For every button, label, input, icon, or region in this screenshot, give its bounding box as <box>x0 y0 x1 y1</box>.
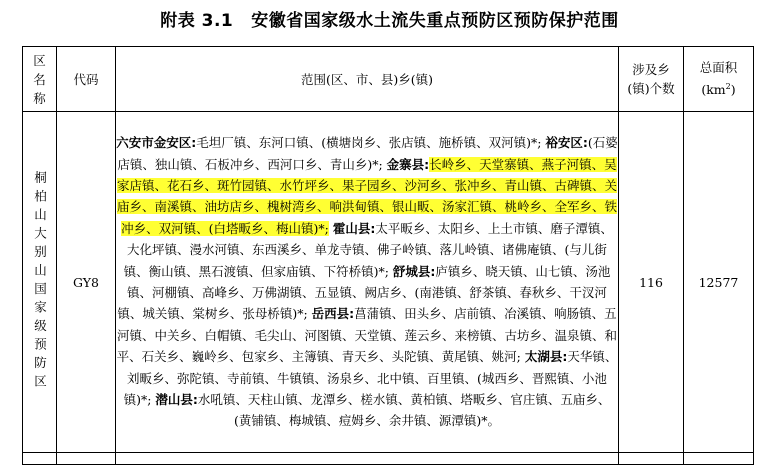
town-list: 庐镇乡、晓天镇、山七镇、汤池镇、河棚镇、高峰乡、万佛湖镇、五显镇、阙店乡、(南港镇、舒茶镇、春秋乡、干汊河镇、城关镇、棠树乡、张母桥镇)*; <box>117 263 611 322</box>
county-label: 舒城县: <box>392 263 436 279</box>
town-list: 天华镇、刘畈乡、弥陀镇、寺前镇、牛镇镇、汤泉乡、北中镇、百里镇、(城西乡、晋熙镇、小池镇)*; <box>123 349 618 408</box>
header-area-label: 总面积 <box>699 60 738 76</box>
town-list: 水吼镇、天柱山镇、龙潭乡、槎水镇、黄柏镇、塔畈乡、官庄镇、五庙乡、(黄铺镇、梅城镇、痘姆乡、余井镇、源潭镇)*。 <box>197 392 611 429</box>
zone-name-cell: 桐柏山大别山国家级预防区 <box>23 112 57 453</box>
town-list: (石婆店镇、独山镇、石板冲乡、西河口乡、青山乡)*; <box>117 135 618 172</box>
table-header-row <box>23 47 754 112</box>
header-total-area <box>684 47 754 112</box>
county-label: 太湖县: <box>524 349 568 365</box>
header-town-count: 涉及乡 (镇)个数 <box>619 47 684 112</box>
highlighted-town-list: 长岭乡、天堂寨镇、燕子河镇、吴家店镇、花石乡、斑竹园镇、水竹坪乡、果子园乡、沙河乡、张冲乡、青山镇、古碑镇、关庙乡、南溪镇、油坊店乡、槐树湾乡、响洪甸镇、银山畈、汤家汇镇、桃岭乡、全军乡、铁冲乡、双河镇、(白塔畈乡、梅山镇)*; <box>116 156 617 236</box>
next-row-cell <box>116 453 619 465</box>
header-range: 范围(区、市、县)乡(镇) <box>116 47 619 112</box>
header-zone-name: 区 名 称 <box>23 47 57 112</box>
header-area-unit: $(km^2)$ <box>701 82 736 98</box>
town-list: 太平畈乡、太阳乡、上土市镇、磨子潭镇、大化坪镇、漫水河镇、东西溪乡、单龙寺镇、佛子岭镇、落儿岭镇、诸佛庵镇、(与儿街镇、衡山镇、黑石渡镇、但家庙镇、下符桥镇)*; <box>123 220 613 279</box>
zone-range-cell <box>116 112 619 453</box>
county-label: 金寨县: <box>386 156 430 172</box>
next-row-cell <box>684 453 754 465</box>
zone-code-cell: GY8 <box>57 112 116 453</box>
town-list: 毛坦厂镇、东河口镇、(横塘岗乡、张店镇、施桥镇、双河镇)*; <box>196 135 546 151</box>
next-row-cell <box>23 453 57 465</box>
header-code: 代码 <box>57 47 116 112</box>
town-list: 菖蒲镇、田头乡、店前镇、冶溪镇、响肠镇、五河镇、中关乡、白帽镇、毛尖山、河图镇、天堂镇、莲云乡、来榜镇、古坊乡、温泉镇、和平、石关乡、巍岭乡、包家乡、主簿镇、青天乡、头陀镇、黄尾镇、姚河; <box>116 306 617 365</box>
next-row-cell <box>619 453 684 465</box>
next-row-partial <box>23 453 754 465</box>
table-title: 安徽省国家级水土流失重点预防区预防保护范围 <box>251 11 619 31</box>
table-row <box>23 112 754 453</box>
document-title <box>0 6 779 31</box>
county-label: 裕安区: <box>545 135 588 151</box>
total-area-cell: 12577 <box>684 112 754 453</box>
town-count-cell: 116 <box>619 112 684 453</box>
county-label: 霍山县: <box>332 220 376 236</box>
table-number: 附表 3.1 <box>160 11 234 31</box>
county-label: 六安市金安区: <box>116 135 197 151</box>
prevention-zone-table <box>22 46 754 465</box>
county-label: 岳西县: <box>311 306 355 322</box>
next-row-cell <box>57 453 116 465</box>
county-label: 潜山县: <box>155 392 198 408</box>
